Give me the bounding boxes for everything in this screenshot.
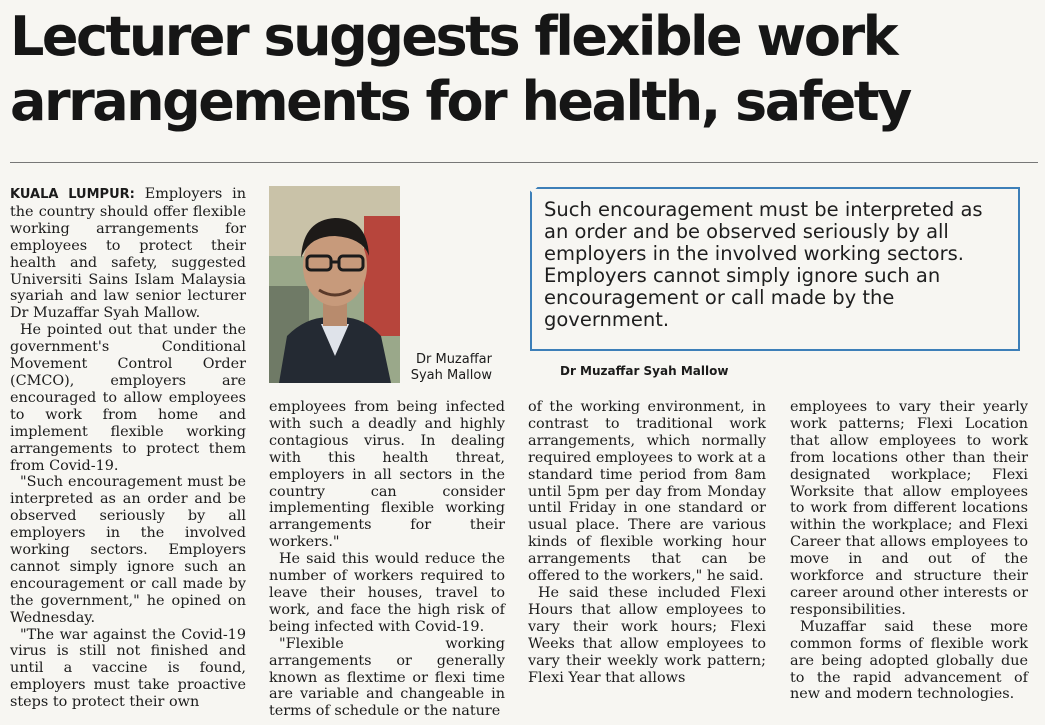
- paragraph: of the working environment, in contrast to traditional work arrangements, which normally required employees to work at a standard time period from 8am until 5pm per day from Monday until Friday in one standard or usual place. There are various kinds of flexible working hour arrangements that can be offered to the workers," he said.: [528, 399, 766, 585]
- paragraph: Muzaffar said these more common forms of flexible work are being adopted globally due to the rapid advancement of new and modern technologies.: [790, 618, 1028, 703]
- paragraph: He pointed out that under the government's Conditional Movement Control Order (CMCO), employers are encouraged to allow employees to work from home and implement flexible working arrangements to protect them from Covid-19.: [10, 322, 246, 474]
- headline: Lecturer suggests flexible work arrangements for health, safety: [10, 5, 910, 133]
- paragraph: He said these included Flexi Hours that allow employees to vary their work hours; Flexi Weeks that allow employees to vary their weekly work pattern; Flexi Year that allows: [528, 584, 766, 686]
- article-column-3: [528, 399, 766, 686]
- paragraph: "Such encouragement must be interpreted as an order and be observed seriously by all employers in the involved working sectors. Employers cannot simply ignore such an encouragement or call made by the government," he opined on Wednesday.: [10, 474, 246, 626]
- lead-paragraph: [10, 186, 246, 322]
- portrait-illustration: [269, 186, 400, 383]
- article-column-1: [10, 186, 246, 711]
- pull-quote-credit: Dr Muzaffar Syah Mallow: [560, 364, 729, 378]
- article-column-2: [269, 399, 505, 720]
- paragraph: "Flexible working arrangements or generally known as flextime or flexi time are variable and changeable in terms of schedule or the nature: [269, 635, 505, 720]
- portrait-photo: [269, 186, 400, 383]
- paragraph: employees from being infected with such a deadly and highly contagious virus. In dealing with this health threat, employers in all sectors in the country can consider implementing flexible working arrangements for their workers.": [269, 399, 505, 551]
- paragraph: employees to vary their yearly work patterns; Flexi Location that allow employees to work from locations other than their designated workplace; Flexi Worksite that allow employees to work from different locations within the workplace; and Flexi Career that allows employees to move in and out of the workforce and structure their career around other interests or responsibilities.: [790, 399, 1028, 618]
- headline-rule: [10, 162, 1038, 163]
- pull-quote-box: [530, 187, 1020, 351]
- pull-quote-text: Such encouragement must be interpreted as an order and be observed seriously by all employers in the involved working sectors. Employers cannot simply ignore such an encouragement or call made by the government.: [544, 198, 983, 331]
- photo-caption: Dr Muzaffar Syah Mallow: [410, 352, 492, 383]
- dateline: KUALA LUMPUR:: [10, 187, 135, 202]
- paragraph: He said this would reduce the number of workers required to leave their houses, travel to work, and face the high risk of being infected with Covid-19.: [269, 551, 505, 635]
- paragraph: "The war against the Covid-19 virus is still not finished and until a vaccine is found, employers must take proactive steps to protect their own: [10, 626, 246, 711]
- lead-text: Employers in the country should offer flexible working arrangements for employees to protect their health and safety, suggested Universiti Sains Islam Malaysia syariah and law senior lecturer Dr Muzaffar Syah Mallow.: [10, 186, 246, 322]
- article-column-4: [790, 399, 1028, 703]
